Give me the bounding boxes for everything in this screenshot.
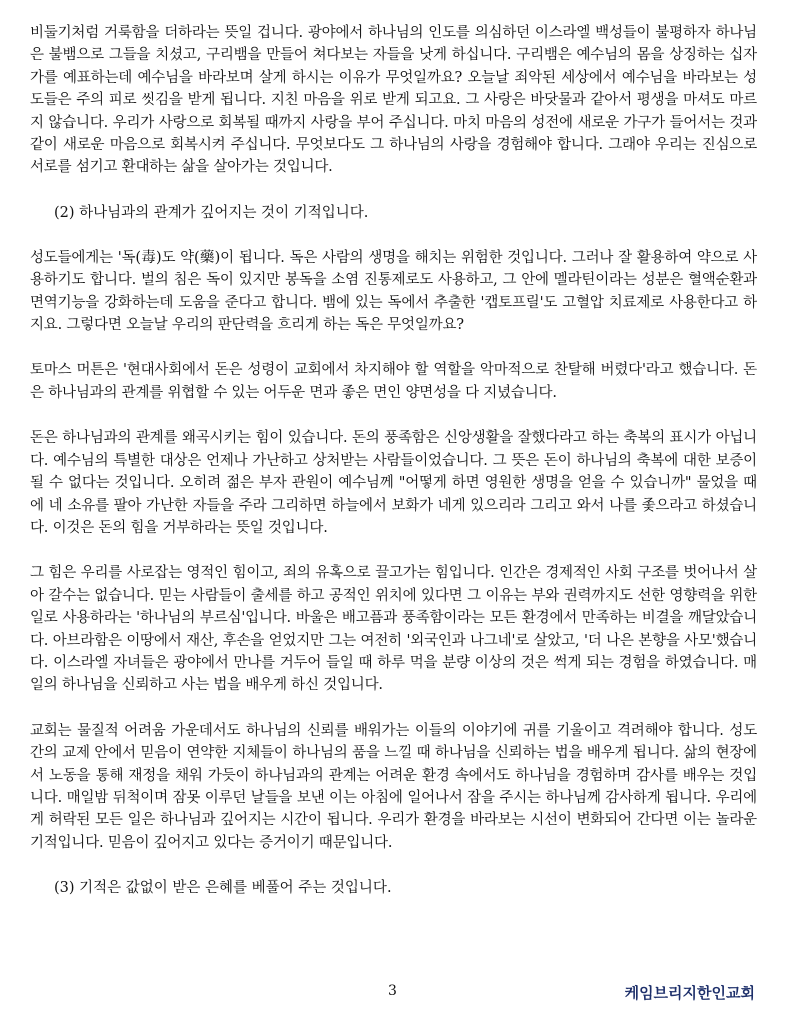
paragraph-4: 돈은 하나님과의 관계를 왜곡시키는 힘이 있습니다. 돈의 풍족함은 신앙생활을 잘했다라고 하는 축복의 표시가 아닙니다. 예수님의 특별한 대상은 언제나 가난하고 상처받는 사람들이었습니다. 그 뜻은 돈이 하나님의 축복에 대한 보증이 될 수 없다는 것입니다. 오히려 젊은 부자 관원이 예수님께 "어떻게 하면 영원한 생명을 얻을 수 있습니까" 물었을 때에 네 소유를 팔아 가난한 자들을 주라 그리하면 하늘에서 보화가 네게 있으리라 그리고 와서 나를 좇으라고 하셨습니다. 이것은 돈의 힘을 거부하라는 뜻일 것입니다. xyxy=(30,430,757,536)
paragraph-1: 비둘기처럼 거룩함을 더하라는 뜻일 겁니다. 광야에서 하나님의 인도를 의심하던 이스라엘 백성들이 불평하자 하나님은 불뱀으로 그들을 치셨고, 구리뱀을 만들어 쳐다보는 자들을 낫게 하십니다. 구리뱀은 예수님의 몸을 상징하는 십자가를 예표하는데 예수님을 바라보며 살게 하시는 이유가 무엇일까요? 오늘날 죄악된 세상에서 예수님을 바라보는 성도들은 주의 피로 씻김을 받게 됩니다. 지친 마음을 위로 받게 되고요. 그 사랑은 바닷물과 같아서 평생을 마셔도 마르지 않습니다. 우리가 사랑으로 회복될 때까지 사랑을 부어 주십니다. 마치 마음의 성전에 새로운 가구가 들어서는 것과 같이 새로운 마음으로 회복시켜 주십니다. 무엇보다도 그 하나님의 사랑을 경험해야 합니다. 그래야 우리는 진심으로 서로를 섬기고 환대하는 삶을 살아가는 것입니다. xyxy=(30,25,757,176)
paragraph-2: 성도들에게는 '독(毒)도 약(藥)이 됩니다. 독은 사람의 생명을 해치는 위험한 것입니다. 그러나 잘 활용하여 약으로 사용하기도 합니다. 벌의 침은 독이 있지만 봉독을 소염 진통제로도 사용하고, 그 안에 멜라틴이라는 성분은 혈액순환과 면역기능을 강화하는데 도움을 준다고 합니다. 뱀에 있는 독에서 추출한 '캡토프릴'도 고혈압 치료제로 사용한다고 하지요. 그렇다면 오늘날 우리의 판단력을 흐리게 하는 독은 무엇일까요? xyxy=(30,249,757,334)
section-heading-2: (2) 하나님과의 관계가 깊어지는 것이 기적입니다. xyxy=(54,204,369,221)
paragraph-3: 토마스 머튼은 '현대사회에서 돈은 성령이 교회에서 차지해야 할 역할을 악마적으로 찬탈해 버렸다'라고 했습니다. 돈은 하나님과의 관계를 위협할 수 있는 어두운 면과 좋은 면인 양면성을 다 지녔습니다. xyxy=(30,362,757,401)
church-name: 케임브리지한인교회 xyxy=(624,984,755,1002)
document-body xyxy=(30,22,757,922)
section-heading-3: (3) 기적은 값없이 받은 은혜를 베풀어 주는 것입니다. xyxy=(54,880,392,897)
paragraph-5: 그 힘은 우리를 사로잡는 영적인 힘이고, 죄의 유혹으로 끌고가는 힘입니다. 인간은 경제적인 사회 구조를 벗어나서 살아 갈수는 없습니다. 믿는 사람들이 출세를 하고 공적인 위치에 있다면 그 이유는 부와 권력까지도 선한 영향력을 위한 일로 사용하라는 '하나님의 부르심'입니다. 바울은 배고픔과 풍족함이라는 모든 환경에서 만족하는 비결을 깨달았습니다. 아브라함은 이땅에서 재산, 후손을 얻었지만 그는 여전히 '외국인과 나그네'로 살았고, '더 나은 본향을 사모'했습니다. 이스라엘 자녀들은 광야에서 만나를 거두어 들일 때 하루 먹을 분량 이상의 것은 썩게 되는 경험을 하였습니다. 매일의 하나님을 신뢰하고 사는 법을 배우게 하신 것입니다. xyxy=(30,565,757,694)
paragraph-6: 교회는 물질적 어려움 가운데서도 하나님의 신뢰를 배워가는 이들의 이야기에 귀를 기울이고 격려해야 합니다. 성도 간의 교제 안에서 믿음이 연약한 지체들이 하나님의 품을 느낄 때 하나님을 신뢰하는 법을 배우게 됩니다. 삶의 현장에서 노동을 통해 재정을 채워 가듯이 하나님과의 관계는 어려운 환경 속에서도 하나님을 경험하며 감사를 배우는 것입니다. 매일밤 뒤척이며 잠못 이루던 날들을 보낸 이는 아침에 일어나서 잠을 주시는 하나님께 감사하게 됩니다. 우리에게 허락된 모든 일은 하나님과 깊어지는 시간이 됩니다. 우리가 환경을 바라보는 시선이 변화되어 간다면 이는 놀라운 기적입니다. 믿음이 깊어지고 있다는 증거이기 때문입니다. xyxy=(30,722,757,851)
page-number: 3 xyxy=(388,983,397,999)
